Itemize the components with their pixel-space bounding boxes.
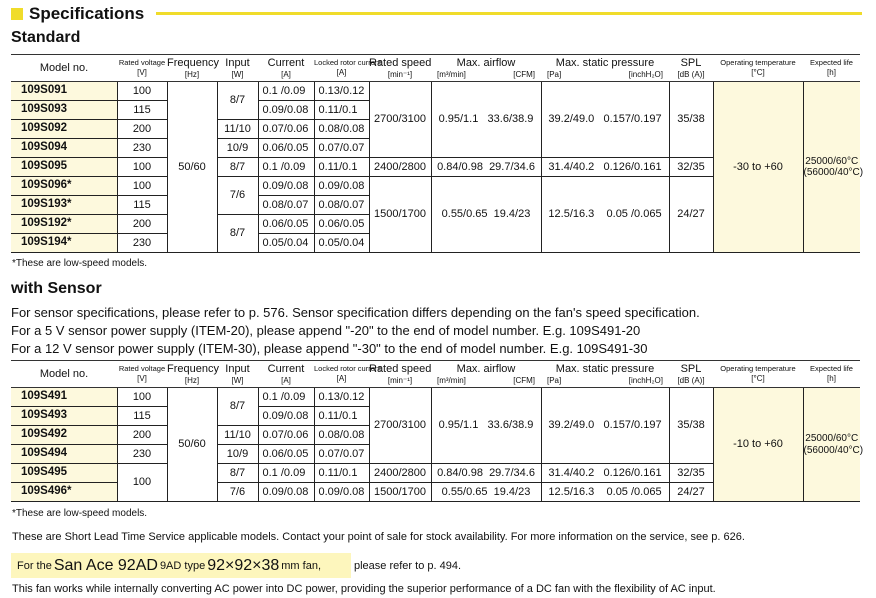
col-locked: Locked rotor current [A] — [314, 55, 369, 82]
table-row: 109S494 — [11, 445, 117, 464]
frequency-cell: 50/60 — [167, 82, 217, 253]
table-row: 109S092 — [11, 120, 117, 139]
table-row: 109S096* — [11, 177, 117, 196]
table-row: 109S091 — [11, 82, 117, 101]
col-life: Expected life [h] — [803, 55, 860, 82]
sensor-paragraph-1: For sensor specifications, please refer to p. 576. Sensor specification differs depending on the fan's speed specification. — [11, 305, 700, 320]
related-product-highlight: For the San Ace 92AD 9AD type 92×92×38 mm fan, — [11, 553, 351, 578]
table-row: 109S095 — [11, 158, 117, 177]
table-row: 109S493 — [11, 407, 117, 426]
specifications-header — [11, 5, 144, 23]
table-row: 109S193* — [11, 196, 117, 215]
ac-dc-note: This fan works while internally converting AC power into DC power, providing the superior performance of a DC fan with the flexibility of AC input. — [12, 583, 716, 595]
short-lead-time-note: These are Short Lead Time Service applicable models. Contact your point of sale for stock availability. For more information on the service, see p. 626. — [12, 531, 745, 543]
table-row: 109S492 — [11, 426, 117, 445]
col-input: Input [W] — [217, 55, 258, 82]
operating-temp-cell: -30 to +60 — [713, 82, 803, 253]
table-row: 109S495 — [11, 464, 117, 483]
col-frequency: Frequency [Hz] — [167, 55, 217, 82]
standard-footnote: *These are low-speed models. — [12, 258, 148, 269]
sensor-footnote: *These are low-speed models. — [12, 508, 148, 519]
related-product-ref: please refer to p. 494. — [354, 560, 462, 572]
col-voltage: Rated voltage [V] — [117, 55, 167, 82]
table-row: 109S496* — [11, 483, 117, 502]
table-row: 109S093 — [11, 101, 117, 120]
col-current: Current [A] — [258, 55, 314, 82]
table-row: 109S094 — [11, 139, 117, 158]
table-row: 109S491 — [11, 388, 117, 407]
page-title: Specifications — [29, 4, 145, 23]
sensor-spec-table: Model no. Rated voltage [V] Frequency [Hz] Input [W] Current [A] Locked rotor current [A] Rated speed [min⁻¹] Max. airflow [m³/min] [CFM] Max. static pressure [Pa] [inchH₂O] SPL [dB (A)] Operating temperature [°C] Expected life [h] 109S491 100 50/60 8/7 0.1 /0.09 0.13/0.12 2700/3100 0.95/1.1 33.6/38.9 39.2/49.0 0.157/0.197 35/38 -10 to +60 25000/60°C (56000/40°C) 109S493 115 0.09/0.08 0.11/0.1 109S492 200 11/10 0.07/0.06 0.08/0.08 109S494 230 10/9 0.06/0.05 0.07/0.07 109S495 100 8/7 0.1 /0.09 0.11/0.1 2400/2800 0.84/0.98 29.7/34.6 31.4/40.2 0.126/0.161 32/35 109S496* 7/6 0.09/0.08 0.09/0.08 1500/1700 0.55/0.65 19.4/23 12.5/16.3 0.05 /0.065 24/27 — [11, 360, 860, 502]
section-marker-icon — [11, 8, 23, 20]
standard-heading: Standard — [11, 29, 81, 46]
col-airflow: Max. airflow [m³/min] [CFM] — [431, 55, 541, 82]
col-optemp: Operating temperature [°C] — [713, 55, 803, 82]
col-model: Model no. — [11, 55, 117, 82]
table-row: 109S192* — [11, 215, 117, 234]
sensor-operating-temp-cell: -10 to +60 — [713, 388, 803, 502]
expected-life-cell: 25000/60°C (56000/40°C) — [803, 82, 860, 253]
col-spl: SPL [dB (A)] — [669, 55, 713, 82]
sensor-paragraph-2: For a 5 V sensor power supply (ITEM-20), please append "-20" to the end of model number. E.g. 109S491-20 — [11, 323, 641, 338]
col-speed: Rated speed [min⁻¹] — [369, 55, 431, 82]
sensor-heading: with Sensor — [11, 280, 102, 297]
table-row: 109S194* — [11, 234, 117, 253]
header-rule — [156, 12, 862, 15]
sensor-paragraph-3: For a 12 V sensor power supply (ITEM-30), please append "-30" to the end of model number. E.g. 109S491-30 — [11, 341, 648, 356]
col-pressure: Max. static pressure [Pa] [inchH₂O] — [541, 55, 669, 82]
standard-spec-table: Model no. Rated voltage [V] Frequency [Hz] Input [W] Current [A] Locked rotor current [A] Rated speed [min⁻¹] Max. airflow [m³/min] [CFM] Max. static pressure [Pa] [inchH₂O] SPL [dB (A)] Operating temperature [°C] Expected life [h] 109S091 100 50/60 8/7 0.1 /0.09 0.13/0.12 2700/3100 0.95/1.1 33.6/38.9 39.2/49.0 0.157/0.197 35/38 -30 to +60 25000/60°C (56000/40°C) 109S093 115 0.09/0.08 0.11/0.1 109S092 200 11/10 0.07/0.06 0.08/0.08 109S094 230 10/9 0.06/0.05 0.07/0.07 109S095 100 8/7 0.1 /0.09 0.11/0.1 2400/2800 0.84/0.98 29.7/34.6 31.4/40.2 0.126/0.161 32/35 109S096* 100 7/6 0.09/0.08 0.09/0.08 1500/1700 0.55/0.65 19.4/23 12.5/16.3 0.05 /0.065 24/27 109S193* 115 0.08/0.07 0.08/0.07 109S192* 200 8/7 0.06/0.05 0.06/0.05 109S194* 230 0.05/0.04 0.05/0.04 — [11, 54, 860, 253]
